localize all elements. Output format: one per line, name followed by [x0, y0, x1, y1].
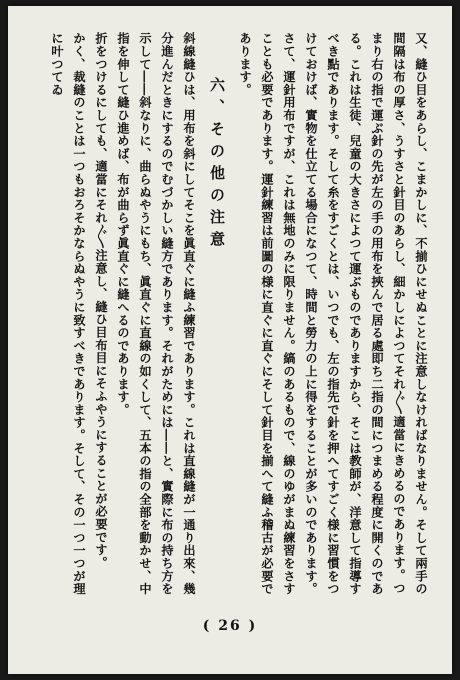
paragraph-diagonal-stitch: 斜線縫ひは、用布を斜にしてそこを眞直ぐに縫ふ練習であります。これは直線縫が一通り出來、幾分進んだときにするのでむづかしい縫方であります。それがためには――と、實際に布の持ち方を示して――斜なりに、曲らぬやうにもち、眞直ぐに直線の如くして、五本の指の全部を動かせ、中指を伸して縫ひ進めば、布が曲らず眞直ぐに縫へるのであります。	[116, 32, 196, 596]
section-heading: 六、その他の注意	[208, 77, 226, 253]
page-number: ( 26 )	[202, 618, 258, 634]
paragraph-practice-cloth: さて、運針用布ですが、これは無地のみに限りません。縞のあるもので、線のゆがまぬ練習をさすことも必要であります。運針練習は前圖の様に直ぐに直ぐにそして針目を揃へて縫ふ稽古が必要であります。	[238, 32, 296, 596]
paragraph-stitch-spacing: 又、縫ひ目をあらし、こまかしに、不揃ひにせぬことに注意しなければなりません。そして兩手の間隔は布の厚さ、うすさと針目のあらし、細かしによつてそれ〴〵適當にきめるのであります。つまり右の指で運ぶ針の先が左の手の用布を挾んで居る處即ち二指の間につまめる程度に開くのである。これは生徒、兒童の大きさによつて運ぶものでありますから、そこは教師が、洋意して指導すべき點であります。そして糸をすごくとは、いつでも、左の指先で針を押へてすごく様に習慣をつけておけば、實物を仕立てる場合になつて、時間と勞力の上に得をすることが多いのであります。	[304, 32, 428, 596]
book-page	[8, 6, 452, 674]
paragraph-folding: 折をつけるにしても、適當にそれ〴〵注意し、縫ひ目布目にそふやうにすることが必要です。	[94, 32, 108, 569]
paragraph-conclusion: かく、裁縫のことは一つもおろそかならぬやうに致すべきであります。そして、その一つ一つが理に叶つてゐ	[50, 32, 86, 596]
vertical-body-text	[28, 32, 432, 598]
